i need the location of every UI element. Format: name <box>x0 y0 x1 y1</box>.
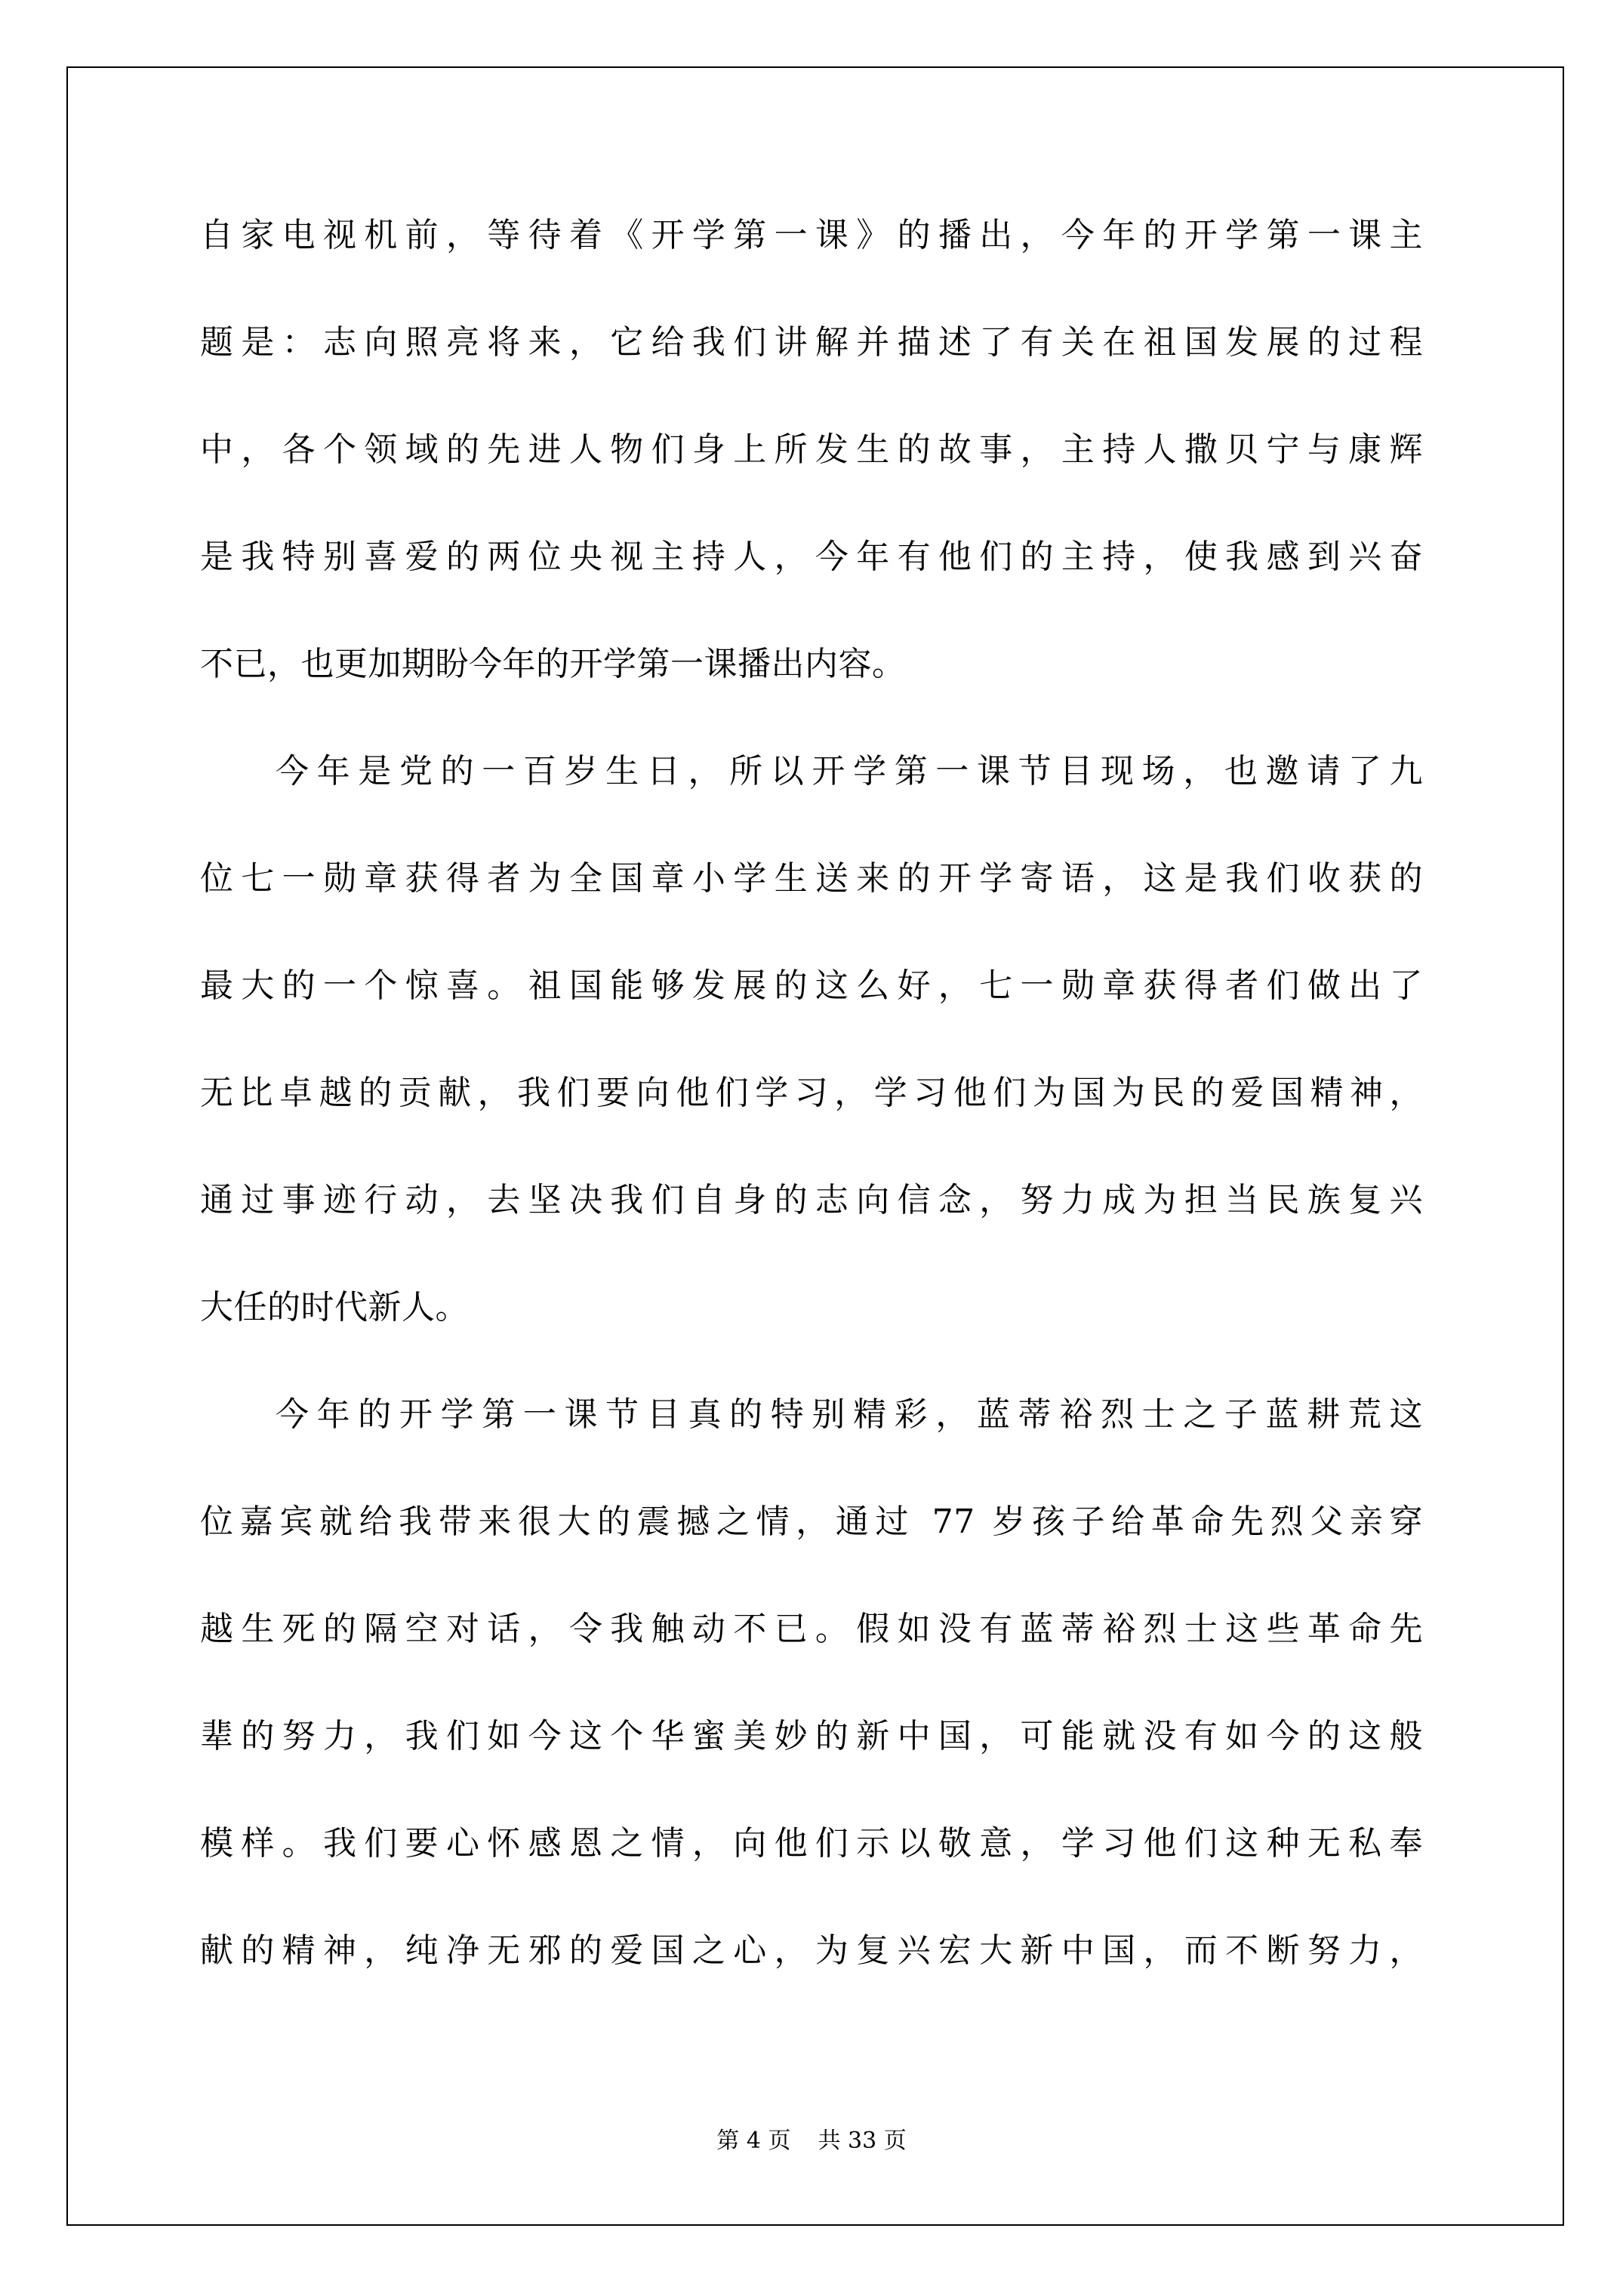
text-line: 无比卓越的贡献，我们要向他们学习，学习他们为国为民的爱国精神， <box>200 1074 1423 1112</box>
text-line: 通过事迹行动，去坚决我们自身的志向信念，努力成为担当民族复兴 <box>200 1181 1423 1219</box>
text-line: 模样。我们要心怀感恩之情，向他们示以敬意，学习他们这种无私奉 <box>200 1824 1423 1863</box>
text-line: 位七一勋章获得者为全国章小学生送来的开学寄语，这是我们收获的 <box>200 859 1423 898</box>
text-line: 是我特别喜爱的两位央视主持人，今年有他们的主持，使我感到兴奋 <box>200 538 1423 576</box>
page-total: 共 33 页 <box>818 2128 907 2154</box>
text-line: 今年是党的一百岁生日，所以开学第一课节目现场，也邀请了九 <box>276 752 1423 791</box>
text-line: 大任的时代新人。 <box>200 1288 469 1327</box>
text-line: 题是：志向照亮将来，它给我们讲解并描述了有关在祖国发展的过程 <box>200 323 1423 362</box>
page-number: 第 4 页 <box>716 2128 791 2154</box>
text-line: 今年的开学第一课节目真的特别精彩，蓝蒂裕烈士之子蓝耕荒这 <box>276 1395 1423 1434</box>
text-line: 越生死的隔空对话，令我触动不已。假如没有蓝蒂裕烈士这些革命先 <box>200 1610 1423 1648</box>
text-line: 辈的努力，我们如今这个华蜜美妙的新中国，可能就没有如今的这般 <box>200 1717 1423 1755</box>
text-line: 最大的一个惊喜。祖国能够发展的这么好，七一勋章获得者们做出了 <box>200 966 1423 1005</box>
text-line: 中，各个领域的先进人物们身上所发生的故事，主持人撒贝宁与康辉 <box>200 430 1423 469</box>
text-line: 自家电视机前，等待着《开学第一课》的播出，今年的开学第一课主 <box>200 216 1423 254</box>
text-line: 献的精神，纯净无邪的爱国之心，为复兴宏大新中国，而不断努力， <box>200 1931 1423 1970</box>
text-line: 位嘉宾就给我带来很大的震撼之情，通过 77 岁孩子给革命先烈父亲穿 <box>200 1502 1423 1541</box>
document-body <box>200 214 1423 2036</box>
text-line: 不已，也更加期盼今年的开学第一课播出内容。 <box>200 645 906 683</box>
page-footer <box>0 2122 1623 2155</box>
